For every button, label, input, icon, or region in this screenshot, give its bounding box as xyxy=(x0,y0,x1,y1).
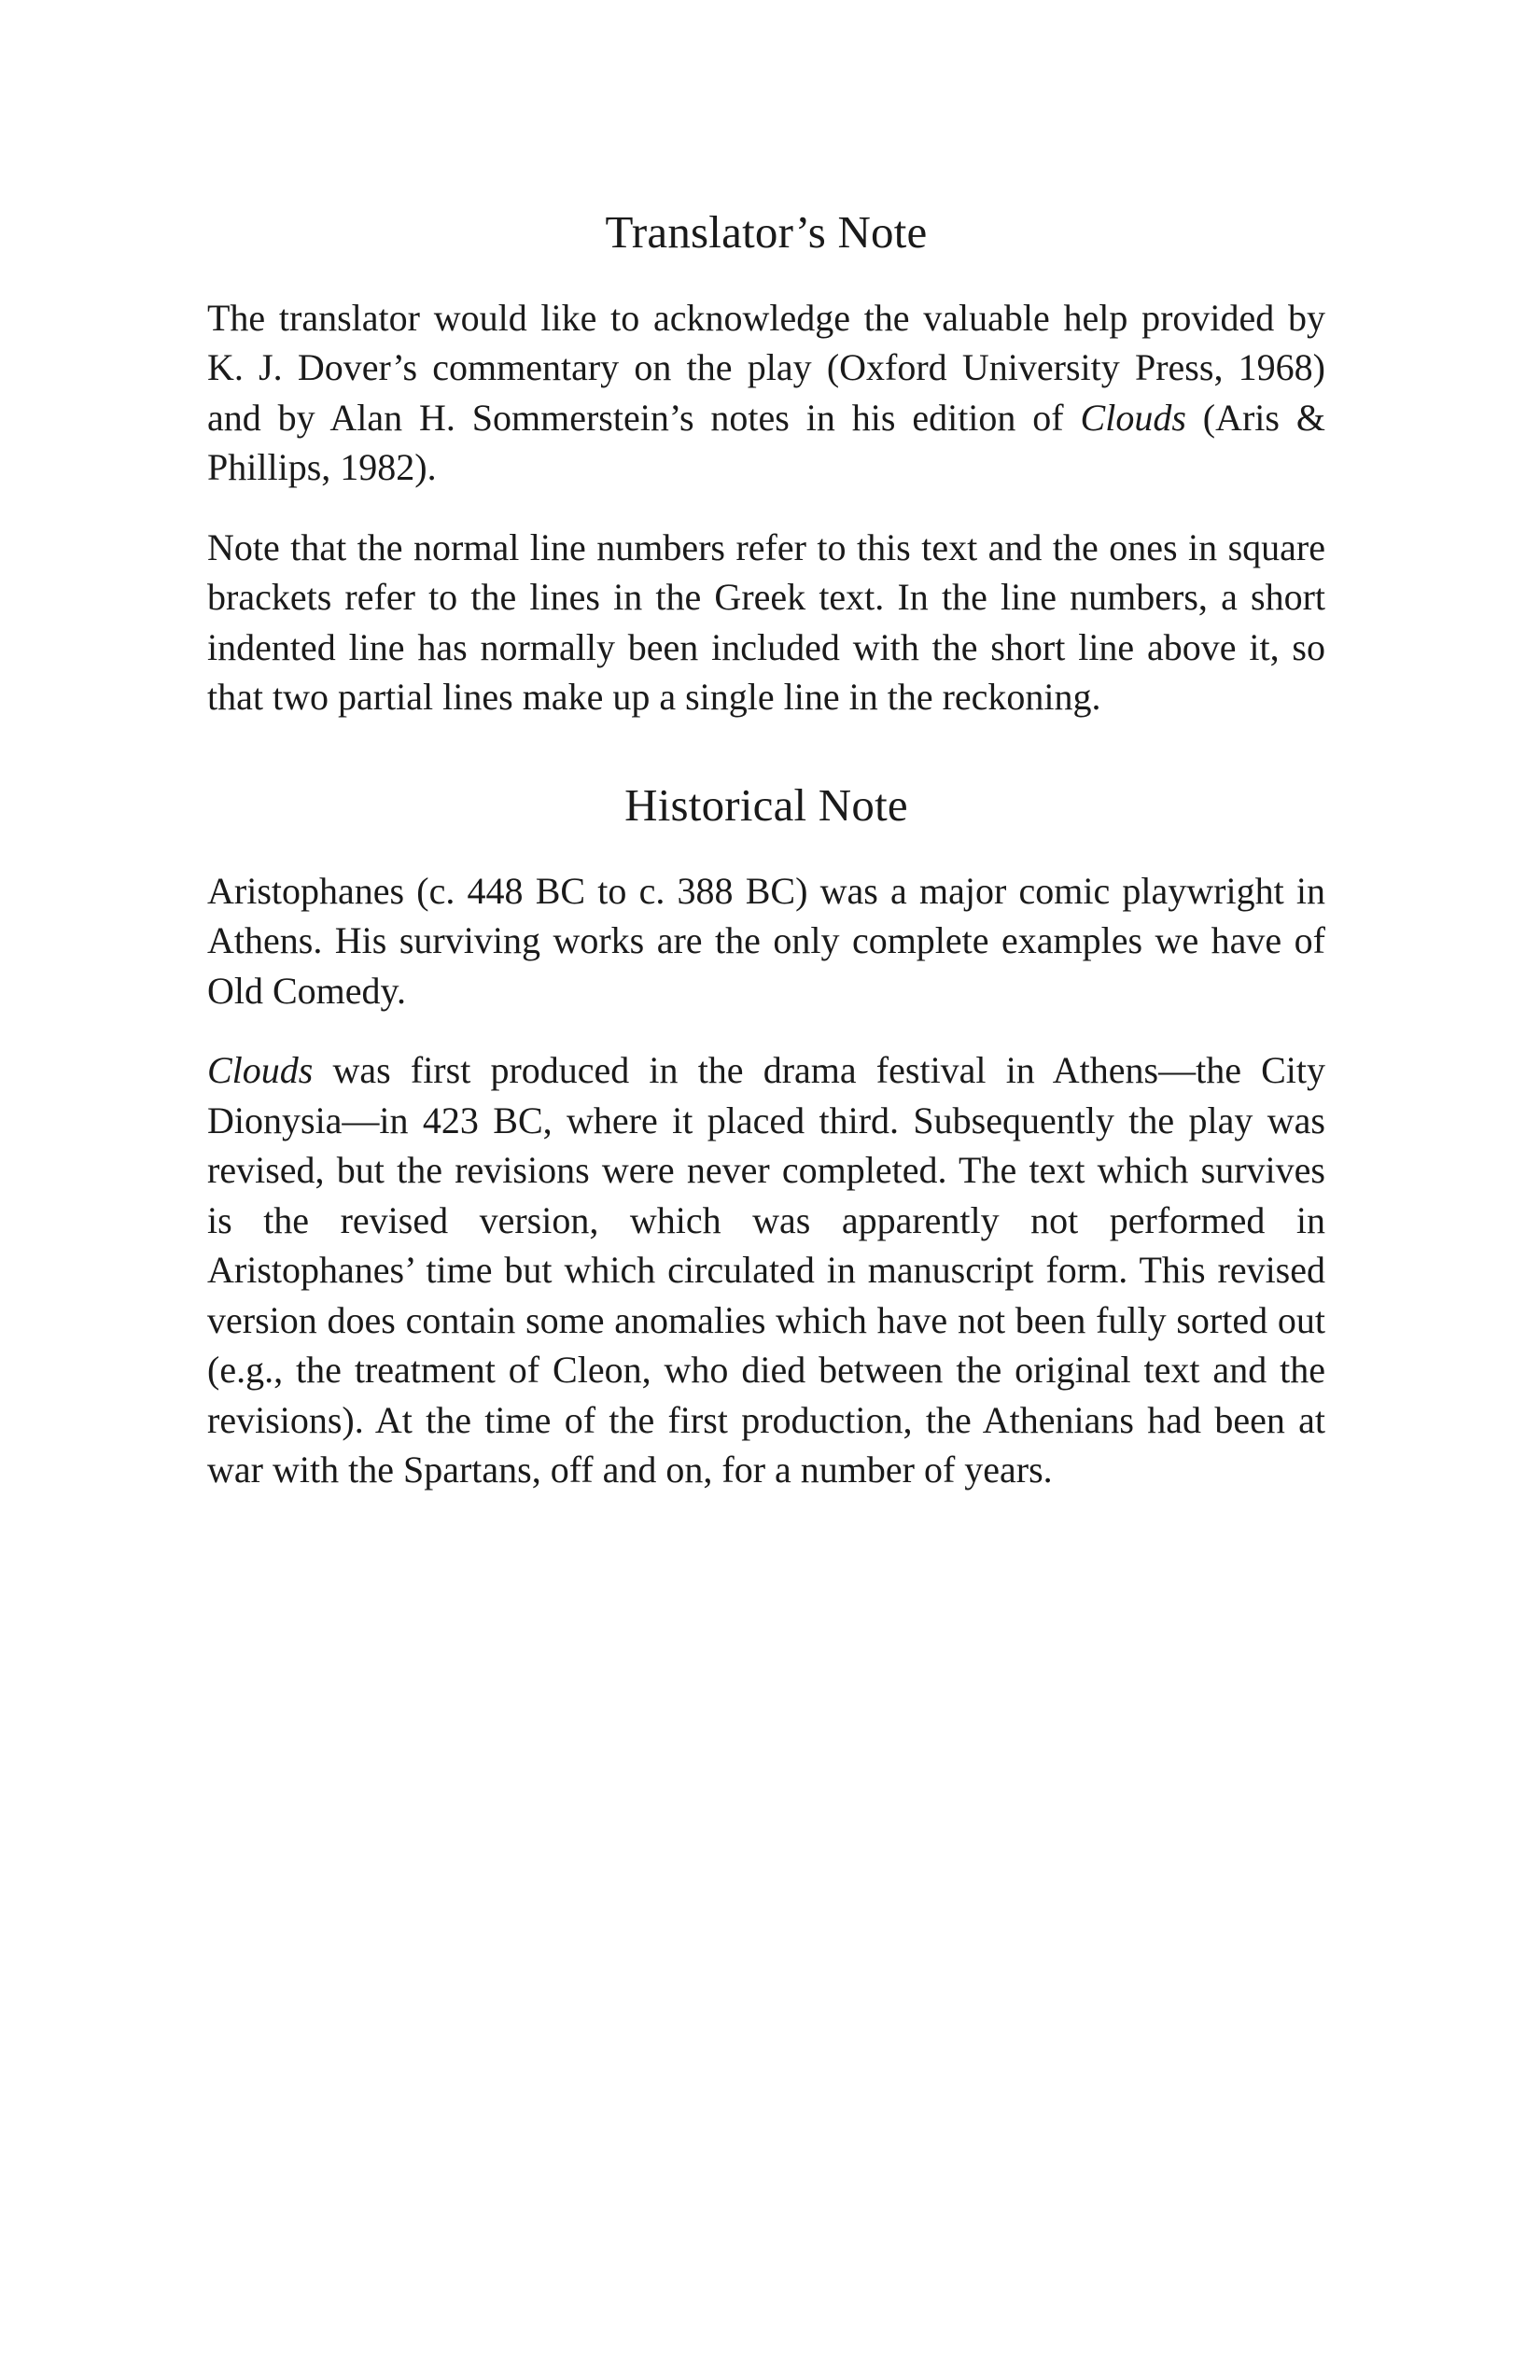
historical-note-paragraph-1: Aristophanes (c. 448 BC to c. 388 BC) was a major comic playwright in Athens. His surviving works are the only complete examples we have of Old Comedy. xyxy=(207,869,1325,1012)
translators-note-paragraph-2: Note that the normal line numbers refer to this text and the ones in square brackets refer to the lines in the Greek text. In the line numbers, a short indented line has normally been included with the short line above it, so that two partial lines make up a single line in the reckoning. xyxy=(207,525,1325,719)
translators-note-section xyxy=(207,207,1325,722)
play-title: Clouds xyxy=(1080,396,1186,439)
play-title: Clouds xyxy=(207,1049,314,1092)
historical-note-paragraph-2 xyxy=(207,1045,1325,1495)
production-history-text: was first produced in the drama festival in Athens—the City Dionysia—in 423 BC, where it placed third. Subsequently the play was revised, but the revisions were never completed. The text which survives is the revised version, which was apparently not performed in Aristophanes’ time but which circulated in manuscript form. This revised version does contain some anomalies which have not been fully sorted out (e.g., the treatment of Cleon, who died between the original text and the revisions). At the time of the first production, the Athenians had been at war with the Spartans, off and on, for a number of years. xyxy=(207,1049,1325,1491)
historical-note-section xyxy=(207,780,1325,1495)
page-content xyxy=(207,207,1325,1495)
translators-note-heading: Translator’s Note xyxy=(605,206,928,258)
historical-note-heading: Historical Note xyxy=(624,778,908,831)
translators-note-paragraph-1 xyxy=(207,293,1325,493)
acknowledgement-text: The translator would like to acknowledge the valuable help provided by K. J. Dover’s commentary on the play (Oxford University Press, 1968) and by Alan H. Sommerstein’s notes in his edition of xyxy=(207,296,1325,439)
edition-citation: (Aris & Phillips, 1982). xyxy=(207,396,1325,489)
